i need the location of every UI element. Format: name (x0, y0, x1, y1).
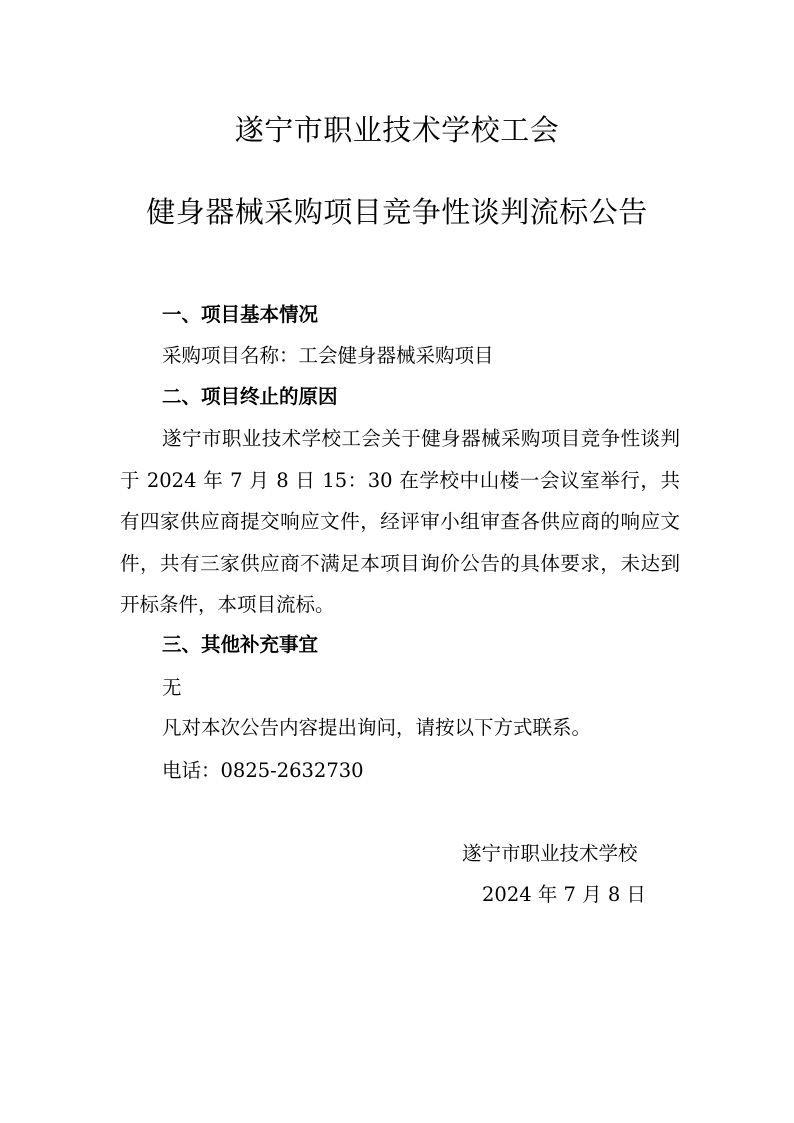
section1-heading: 一、项目基本情况 (162, 303, 319, 326)
inquiry-note: 凡对本次公告内容提出询问，请按以下方式联系。 (162, 716, 592, 739)
signature-organization: 遂宁市职业技术学校 (462, 842, 638, 865)
document-title-line1: 遂宁市职业技术学校工会 (234, 113, 560, 147)
section2-paragraph: 遂宁市职业技术学校工会关于健身器械采购项目竞争性谈判于 2024 年 7 月 8 日 15：30 在学校中山楼一会议室举行，共有四家供应商提交响应文件，经评审小组审查各供应商的响应文件，共有三家供应商不满足本项目询价公告的具体要求，未达到开标条件，本项目流标。 (120, 427, 680, 616)
section3-heading: 三、其他补充事宜 (162, 633, 319, 656)
section2-heading: 二、项目终止的原因 (162, 385, 338, 408)
section1-item: 采购项目名称：工会健身器械采购项目 (162, 344, 494, 367)
signature-date: 2024 年 7 月 8 日 (482, 883, 646, 906)
phone-line: 电话：0825-2632730 (162, 759, 364, 782)
section3-item: 无 (162, 676, 182, 699)
document-title-line2: 健身器械采购项目竞争性谈判流标公告 (146, 195, 648, 229)
